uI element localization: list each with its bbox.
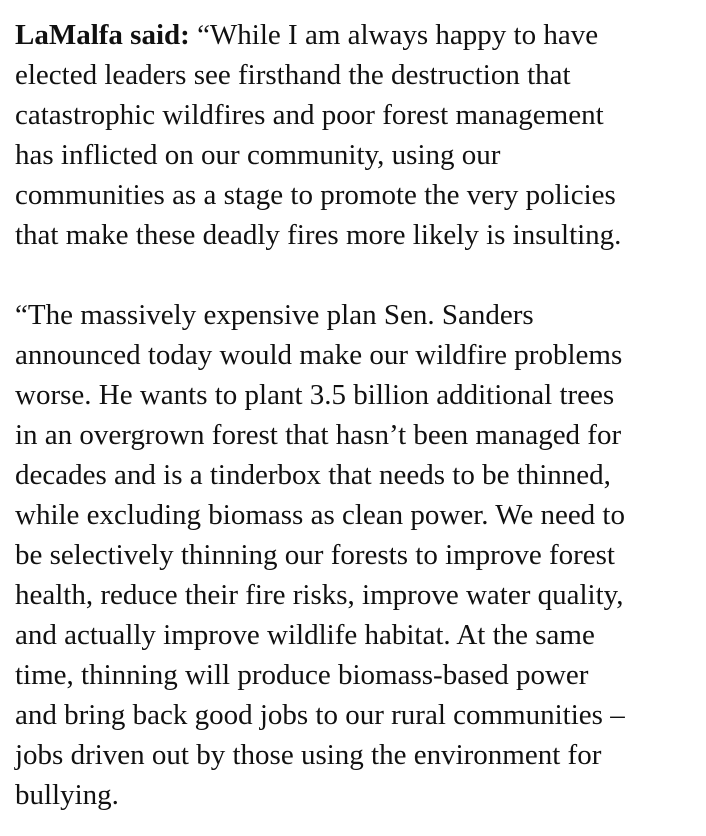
- paragraph-line: “The massively expensive plan Sen. Sanders: [15, 299, 534, 331]
- press-statement: [15, 15, 705, 815]
- paragraph-line: health, reduce their fire risks, improve water quality,: [15, 579, 624, 611]
- paragraph-line: and bring back good jobs to our rural communities –: [15, 699, 625, 731]
- paragraph-gap: [15, 255, 705, 295]
- speaker-label: LaMalfa said:: [15, 19, 190, 51]
- paragraph-line: elected leaders see firsthand the destruction that: [15, 59, 571, 91]
- paragraph-line: and actually improve wildlife habitat. At the same: [15, 619, 595, 651]
- paragraph-line: while excluding biomass as clean power. We need to: [15, 499, 625, 531]
- paragraph-line: decades and is a tinderbox that needs to be thinned,: [15, 459, 611, 491]
- paragraph-line: in an overgrown forest that hasn’t been managed for: [15, 419, 622, 451]
- paragraph-line: [15, 15, 705, 55]
- paragraph-line: be selectively thinning our forests to improve forest: [15, 539, 615, 571]
- paragraph-line: bullying.: [15, 779, 119, 811]
- paragraph-1: [15, 15, 705, 255]
- paragraph-line: jobs driven out by those using the environment for: [15, 739, 602, 771]
- paragraph-line: communities as a stage to promote the very policies: [15, 179, 616, 211]
- paragraph-line: time, thinning will produce biomass-based power: [15, 659, 589, 691]
- paragraph-line: that make these deadly fires more likely is insulting.: [15, 219, 622, 251]
- paragraph-line: catastrophic wildfires and poor forest management: [15, 99, 604, 131]
- paragraph-line-text: “While I am always happy to have: [189, 19, 599, 51]
- paragraph-2: [15, 295, 705, 815]
- paragraph-line: worse. He wants to plant 3.5 billion additional trees: [15, 379, 615, 411]
- paragraph-line: announced today would make our wildfire problems: [15, 339, 623, 371]
- paragraph-line: has inflicted on our community, using our: [15, 139, 501, 171]
